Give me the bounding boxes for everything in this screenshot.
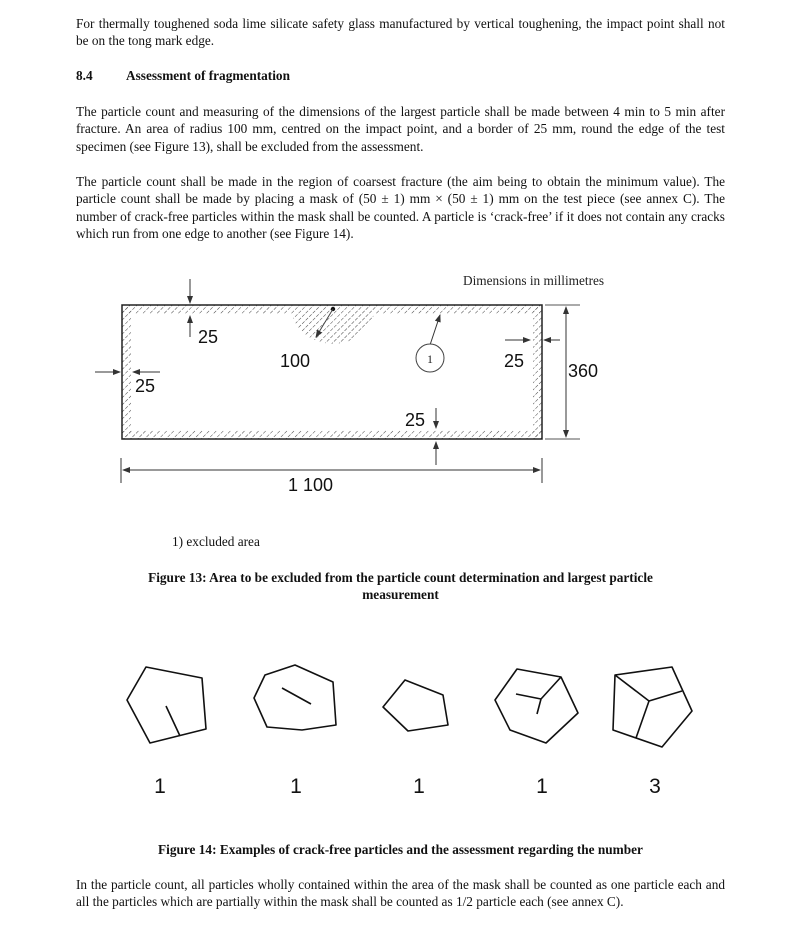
particle-5-icon: [613, 667, 692, 747]
callout-marker: 1: [427, 352, 433, 366]
dim-height: 360: [568, 361, 599, 381]
particle-4-icon: [495, 669, 578, 743]
figure-14-caption: Figure 14: Examples of crack-free particles and the assessment regarding the number: [158, 842, 643, 857]
figure-13-caption-line2: measurement: [362, 587, 439, 603]
particle-4-count: 1: [536, 775, 548, 798]
paragraph-intro: For thermally toughened soda lime silicate safety glass manufactured by vertical toughening, the impact point shall not be on the tong mark edge.: [76, 16, 725, 49]
excluded-border-area: [122, 305, 542, 439]
dim-left-border: 25: [135, 376, 156, 396]
particle-2-icon: [254, 665, 336, 730]
dim-bottom-border: 25: [405, 410, 426, 430]
figure-13-caption-line1: Figure 13: Area to be excluded from the particle count determination and largest particle: [148, 570, 653, 585]
particle-5-count: 3: [649, 775, 661, 798]
dim-width: 1 100: [288, 475, 334, 495]
particle-1-icon: [127, 667, 206, 743]
figure-13-caption: [76, 569, 725, 604]
particle-1-count: 1: [154, 775, 166, 798]
section-heading: [76, 68, 290, 84]
dim-right-border: 25: [504, 351, 525, 371]
figure-13-diagram: [0, 265, 800, 505]
section-number: 8.4: [76, 68, 93, 83]
figure-14-diagram: [0, 650, 800, 820]
paragraph-timing: The particle count and measuring of the dimensions of the largest particle shall be made between 4 min to 5 min after fracture. An area of radius 100 mm, centred on the impact point, and a border of 25 mm, round the edge of the test specimen (see Figure 13), shall be excluded from the assessment.: [76, 104, 725, 154]
particle-2-count: 1: [290, 775, 302, 798]
units-note: Dimensions in millimetres: [463, 273, 605, 288]
paragraph-region: The particle count shall be made in the region of coarsest fracture (the aim being to obtain the minimum value). The particle count shall be made by placing a mask of (50 ± 1) mm × (50 ± 1) mm on the test piece (see annex C). The number of crack-free particles within the mask shall be counted. A particle is ‘crack-free’ if it does not contain any cracks which run from one edge to another (see Figure 14).: [76, 174, 725, 241]
dim-impact-radius: 100: [280, 351, 311, 371]
paragraph-counting: In the particle count, all particles wholly contained within the area of the mask shall be counted as one particle each and all the particles which are partially within the mask shall be counted as 1/2 particle each (see annex C).: [76, 877, 725, 910]
dim-top-border: 25: [198, 327, 219, 347]
particle-3-icon: [383, 680, 448, 731]
section-title: Assessment of fragmentation: [126, 68, 290, 83]
particle-3-count: 1: [413, 775, 425, 798]
figure-13-legend: 1) excluded area: [172, 534, 260, 549]
